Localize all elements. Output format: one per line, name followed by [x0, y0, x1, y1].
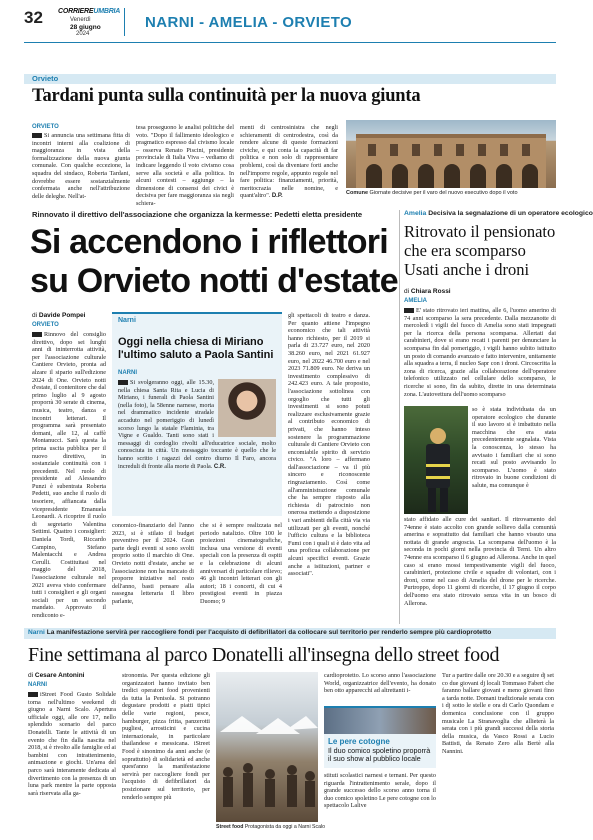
- bottom-col-2: stronomia. Per questa edizione gli organizzatori hanno invitato ben tredici operatori food provenienti da tutta la Penisola. Si potranno degustare prodotti e piatti tipici delle varie regioni, pesce, hamburger, pizza fritta, panzerotti pugliesi, arrosticini e cucina internazionale, in particolare thailandese e messicana. iStreet Food è sinonimo da anni anche (e soprattutto) di solidarietà ed anche quest'anno la manifestazione servirà per raccogliere fondi per l'acquisto di defibrillatori da posizionare sul territorio, per renderlo sempre più: [122, 672, 210, 801]
- firefighters-photo: [404, 406, 468, 514]
- right-headline-1: Ritrovato il pensionato: [404, 222, 556, 241]
- bottom-col-3b: stituti scolastici narnesi e ternani. Per questo riguarda l'intrattenimento serale, dopo il grande successo dello scorso anno torna il duo comico spoletino Le pere cotogne con lo spettacolo Lalive: [324, 772, 436, 810]
- pere-cotogne-box: [324, 706, 436, 768]
- main-headline-2: su Orvieto notti d'estate: [30, 262, 398, 300]
- bottom-headline: Fine settimana al parco Donatelli all'insegna dello street food: [28, 644, 500, 666]
- right-col-side: so è stata individuata da un operatore ecologico che durante il suo lavoro si è imbattuto nella macchina che era stata precedentemente segnalata. Vista la conoscenza, lo stesso ha avvisato i familiari che si sono recati sul posto avvisando lo scomparso. L'uomo è stato ritrovato in buone condizioni di salute, ma comunque è: [472, 406, 556, 489]
- bottom-col-1: iStreet Food Gusto Solidale torna nell'ultimo weekend di giugno a Narni Scalo. Apertura ufficiale oggi, alle ore 17, nello splendido scenario del parco Donatelli. Tante le attività di un evento che fin dalla nascita nel 2018, si è rivolto alle famiglie ed ai bambini con intrattenimento, animazione e giochi. Un'area del parco sarà interamente dedicata al divertimento con la presenza di un luna park mentre la parte opposta sarà riservata alla ga-: [28, 691, 116, 797]
- main-col-2: conomico-finanziario del l'anno 2023, si è stilato il budget preventivo per il 2024. Gran parte degli eventi si sono svolti proprio sotto il marchio di One. Orvieto notti d'estate, anche se l'associazione non ha mancato di proporre iniziative nel resto dell'anno, basti pensare alla rassegna letteraria Il libro parlante,: [112, 522, 194, 605]
- narni-box-headline-1: Oggi nella chiesa di Miriano: [118, 336, 264, 348]
- building-icon: [346, 120, 556, 188]
- top-section-label: ORVIETO: [32, 124, 59, 130]
- header-divider: [124, 8, 125, 36]
- narni-funeral-box: [112, 312, 282, 516]
- main-col-4: gli spettacoli di teatro e danza. Per quanto attiene l'impegno economico che tali attività hanno richiesto, per il 2019 si parla di 23.727 euro, nel 2020 38.260 euro, nel 2021 61.927 euro, nel 2022 46.700 euro e nel 2023 71.809 euro. Ne deriva un investimento complessivo di 242.423 euro. A tale proposito, l'associazione sottolinea con orgoglio che tutti gli investimenti si sono potuti realizzare esclusivamente grazie al contributo economico di privati, che hanno inteso sostenere la programmazione culturale di Cantiere Orvieto con encomiabile spirito di servizio civico. "A loro – affermano dall'associazione – va il più sincero e riconoscente ringraziamento. Così come all'amministrazione comunale che ha sempre risposto alla richiesta di patrocinio non onerosa mettendo a disposizione i vari ambienti della città via via utilizzati per gli eventi, nonché l'ufficio cultura e la biblioteca Fumi con i quali si è dato vita ad una proficua collaborazione per alcuni specifici eventi. Grazie anche a istituzioni, partner e associati".: [288, 312, 370, 578]
- paragraph-marker-icon: [118, 380, 128, 385]
- narni-box-kicker: Narni: [118, 317, 136, 324]
- page-date: 28 giugno: [70, 24, 101, 31]
- header-rule: [24, 42, 556, 43]
- main-kicker: Rinnovato il direttivo dell'associazione che organizza la kermesse: Pedetti eletta presidente: [32, 210, 363, 219]
- page-year: 2024: [76, 31, 90, 37]
- right-kicker: Amelia Decisiva la segnalazione di un operatore ecologico: [404, 210, 593, 217]
- top-story: [24, 74, 556, 207]
- pere-box-text: Il duo comico spoletino proporrà il suo show al pubblico locale: [328, 746, 431, 764]
- top-kicker-bar: [24, 74, 556, 84]
- paragraph-marker-icon: [404, 308, 414, 313]
- crowd-icon: [216, 672, 318, 822]
- top-kicker: Orvieto: [32, 74, 59, 83]
- column-divider: [399, 210, 400, 624]
- paragraph-marker-icon: [32, 133, 42, 138]
- right-col-bottom: stato affidato alle cure dei sanitari. Il ritrovamento del 74enne è stato accolto con grande sollievo dalla comunità amerina e soprattutto dai familiari che hanno vissuto una nottata di grande angoscia. La scomparsa dell'uomo è la seconda in pochi giorni nella provincia di Terni. Un altro 74enne era scomparso il 6 giugno ad Allerona. Anche in quel caso si erano mossi tempestivamente vigili del fuoco, carabinieri, protezione civile e squadre di volontari, con i droni, come nel caso di Amelia del drone per le ricerche. Purtroppo, dopo 11 giorni di ricerche, il 17 giugno il corpo dell'uomo era stato ritrovato senza vita in un bosco di Allerona.: [404, 516, 556, 607]
- street-food-caption: Street food Protagonista da oggi a Narni Scalo: [216, 824, 326, 830]
- paragraph-marker-icon: [32, 332, 42, 337]
- right-story: [404, 206, 593, 626]
- main-col-1: Rinnovo del consiglio direttivo, dopo sei lunghi anni di ininterrotta attività, per l'associazione culturale Cantiere Orvieto, pronta ad alzare il sipario sull'edizione 2024 di One. Orvieto notti d'estate, il contenitore che dal primo luglio al 9 agosto proporrà 30 serate di cinema, musica, teatro, danza e incontri letterari. Il programma sarà presentato domani, alle 12, al caffè Montanucci. Sarà questa la prima uscita pubblica per il nuovo direttivo, in sostanziale continuità con i precedenti. Nel ruolo di presidente ad Alessandro Punzi è subentrata Roberta Pedetti, suo anche il ruolo di tesoriere, affiancata dalla vicepresidente Emanuela Leonardi. A ricoprire il ruolo di segretario Valentina Settimi. Quattro i consiglieri: Daniela Tordi, Riccardo Campino, Stefano Malentacchi e Andrea Cerulli. Costituitasi nel maggio del 2018, l'associazione culturale nel 2021 aveva visto confermare tutti i consiglieri e gli organi sociali per un secondo mandato. Approvato il rendiconto e-: [32, 331, 106, 619]
- right-byline: di Chiara Rossi: [404, 288, 451, 295]
- bottom-col-4: Tur a partire dalle ore 20.30 e a seguire dj set co due giovani dj locali Tommaso Fabert che faranno ballare giovani e meno giovani fino a tarda notte. Domani tradizionale serata con i dj sotto le stelle e ora di Carlo Quondam e domenica conclusione con il gruppo musicale La Stranavoglia che allieterà la serata con i più grandi successi della storia della musica, da Vasco Rossi a Lucio Battisti, da Renato Zero alla Bertè alla Nannini.: [442, 672, 554, 755]
- bottom-kicker: Narni La manifestazione servirà per raccogliere fondi per l'acquisto di defibrillatori da collocare sul territorio per renderlo sempre più cardioprotetto: [28, 629, 492, 636]
- top-col-3: menti di centrosinistra che negli schieramenti di centrodestra, così da rendere alcune di queste formazioni civiche, e qui conta la capacità di far politica e non solo di rappresentare problemi, così da diventare forti anche nell'imporre regole, appunto regole nel fare politica: finanziamenti, priorità, meritocrazia nelle nomine, e quant'altro". D.P.: [240, 124, 338, 200]
- logo-umbria: UMBRIA: [93, 8, 121, 15]
- paragraph-marker-icon: [28, 692, 38, 697]
- right-section-label: AMELIA: [404, 298, 427, 304]
- section-title: NARNI - AMELIA - ORVIETO: [145, 14, 353, 31]
- comedians-photo: [324, 708, 436, 734]
- page-number: 32: [24, 8, 43, 27]
- right-headline-3: Usati anche i droni: [404, 260, 530, 279]
- town-hall-photo: [346, 120, 556, 188]
- top-col-1: Si annuncia una settimana fitta di incontri interni alla coalizione di maggioranza in vista della formalizzazione della nuova giunta comunale. Con qualche eccezione, la squadra del sindaco, Roberta Tardani, dovrebbe essere sostanzialmente confermata anche nell'attribuzione delle deleghe. Nell'at-: [32, 132, 130, 200]
- narni-box-headline-2: l'ultimo saluto a Paola Santini: [118, 349, 274, 361]
- bottom-byline: di Cesare Antonini: [28, 672, 85, 679]
- main-story: [24, 206, 398, 626]
- pere-box-headline: Le pere cotogne: [328, 737, 390, 746]
- main-byline: di Davide Pompei: [32, 312, 86, 319]
- logo-corriere: CORRIERE: [58, 8, 94, 15]
- narni-box-text: Si svolgeranno oggi, alle 15.30, nella chiesa Santa Rita e Lucia di Miriano, i funerali di Paola Santini (nella foto), la 58enne narnese, morta nel drammatico incidente stradale accaduto nel pomeriggio di lunedì scorso lungo la statale Flaminia, tra Vigne e Gualdo. Tanti sono stati i messaggi di cordoglio rivolti all'educatrice sociale, molto conosciuta in città. Un messaggio toccante è quello che le hanno scritto i ragazzi del centro diurno Il Faro, ancora increduli di fronte alla morte di Paola. C.R.: [118, 379, 276, 470]
- right-col-top: E' stato ritrovato ieri mattina, alle 6, l'uomo amerino di 74 anni scomparso la sera precedente. Dalla mezzanotte di mercoledì i vigili del fuoco di Amelia sono stati impegnati per la ricerca della persona scomparsa. Allertati dai carabinieri, dove si erano recati i parenti per denunciare la scomparsa fin dal pomeriggio, i vigili hanno subito istituito un posto di comando avanzato e fatto intervenire, unitamente alla squadra a terra, il nucleo Sapr con i droni. Circoscritta la zona di ricerca, grazie alla collaborazione dell'operatore telefonico utilizzato nel cellulare dello scomparso, le ricerche si sono, fin da subito, dirette in una determinata zona. L'autovettura dell'uomo scomparso: [404, 307, 556, 398]
- bottom-story: [24, 628, 556, 834]
- bottom-section-label: NARNI: [28, 682, 47, 688]
- narni-box-section: NARNI: [118, 370, 137, 376]
- page-header: [0, 0, 580, 44]
- top-col-2: tesa proseguono le analisi politiche del voto. "Dopo il fallimento ideologico e pragmatico espresso dal civismo locale – osserva Renato Piscini, presidente provinciale di Italia Viva – vediamo di indicare leggendo il voto civismo cosa serve alla società e alla politica. In alcuni contesti – aggiunge – la dimensione di consensi dei civici è decisiva per fare maggioranza sia negli schiera-: [136, 124, 234, 207]
- portrait-photo: [218, 379, 276, 437]
- main-col-3: che si è sempre realizzata nel periodo natalizio. Oltre 100 le proiezioni cinematografiche, inclusa una versione di eventi speciali con la presenza di ospiti e la celebrazione di alcuni anniversari di particolare rilievo; 46 gli incontri letterari con gli autori; 18 i concerti, di cui 4 prestigiosi eventi in piazza Duomo; 9: [200, 522, 282, 605]
- main-headline-1: Si accendono i riflettori: [30, 223, 388, 261]
- page-weekday: Venerdì: [70, 17, 91, 23]
- top-signature: D.P.: [271, 193, 283, 200]
- top-photo-caption: Comune Giornate decisive per il varo del nuovo esecutivo dopo il voto: [346, 190, 518, 196]
- bottom-col-3: cardioprotetto. Lo scorso anno l'associazione World, organizzatrice dell'evento, ha donato ben otto apparecchi ad altrettanti i-: [324, 672, 436, 695]
- top-headline: Tardani punta sulla continuità per la nuova giunta: [32, 86, 421, 106]
- newspaper-logo: [58, 8, 120, 15]
- firefighter-icon: [404, 406, 468, 514]
- main-section-label: ORVIETO: [32, 322, 59, 328]
- street-food-photo: [216, 672, 318, 822]
- narni-box-signature: C.R.: [213, 463, 226, 470]
- right-headline-2: che era scomparso: [404, 241, 526, 260]
